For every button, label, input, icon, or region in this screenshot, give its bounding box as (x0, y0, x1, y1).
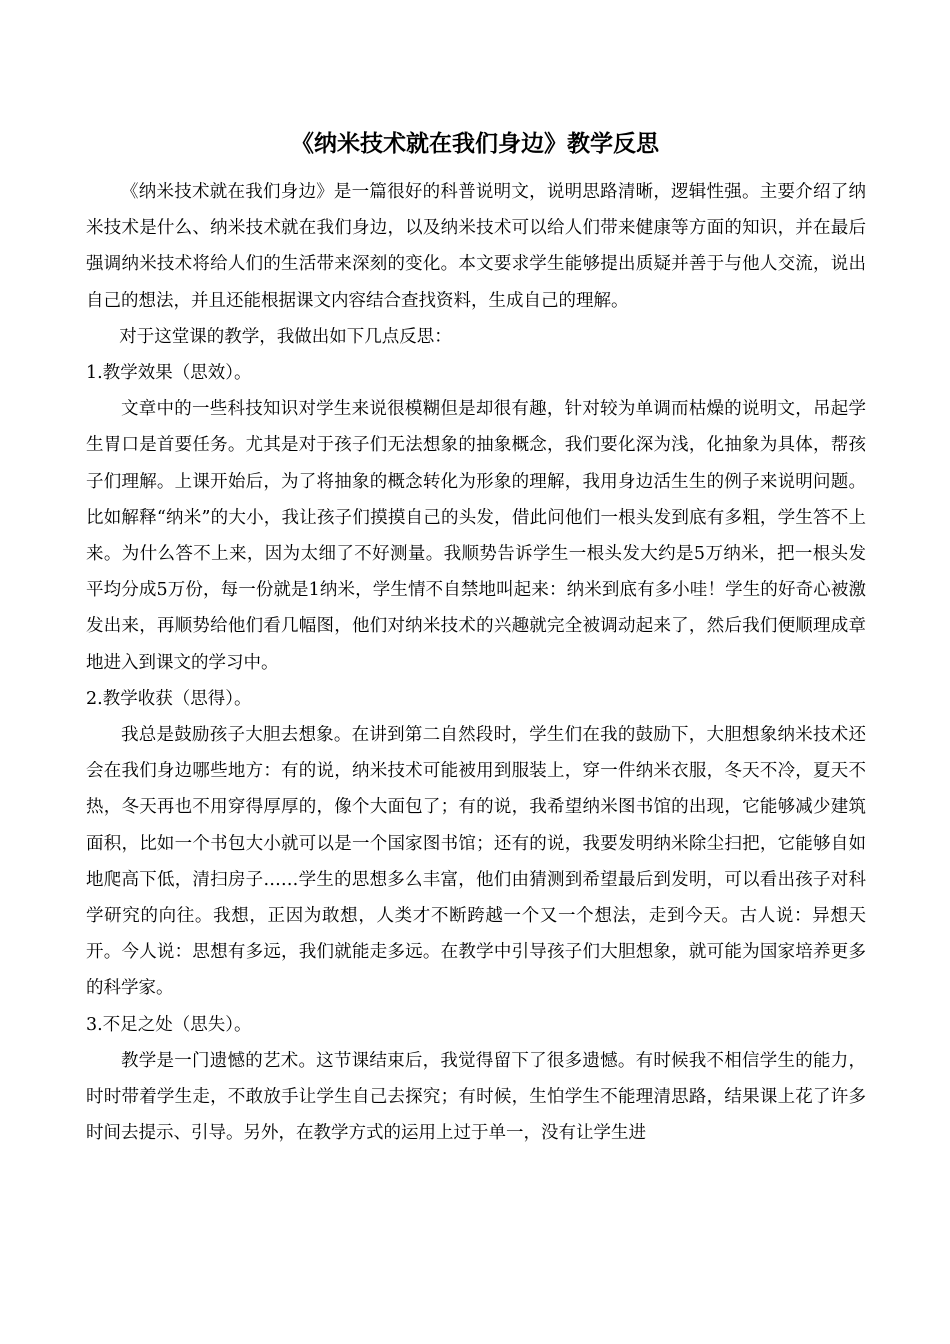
document-title: 《纳米技术就在我们身边》教学反思 (291, 131, 659, 157)
section-paragraph-2: 我总是鼓励孩子大胆去想象。在讲到第二自然段时，学生们在我的鼓励下，大胆想象纳米技术还会在我们身边哪些地方：有的说，纳米技术可能被用到服装上，穿一件纳米衣服，冬天不冷，夏天不热，冬天再也不用穿得厚厚的，像个大面包了；有的说，我希望纳米图书馆的出现，它能够减少建筑面积，比如一个书包大小就可以是一个国家图书馆；还有的说，我要发明纳米除尘扫把，它能够自如地爬高下低，清扫房子……学生的思想多么丰富，他们由猜测到希望最后到发明，可以看出孩子对科学研究的向往。我想，正因为敢想，人类才不断跨越一个又一个想法，走到今天。古人说：异想天开。今人说：思想有多远，我们就能走多远。在教学中引导孩子们大胆想象，就可能为国家培养更多的科学家。 (86, 725, 866, 999)
section-heading-3: 3.不足之处（思失）。 (86, 1014, 252, 1035)
section-paragraph-3: 教学是一门遗憾的艺术。这节课结束后，我觉得留下了很多遗憾。有时候我不相信学生的能力，时时带着学生走，不敢放手让学生自己去探究；有时候，生怕学生不能理清思路，结果课上花了许多时间去提示、引导。另外，在教学方式的运用上过于单一，没有让学生进 (86, 1050, 866, 1144)
section-heading-2: 2.教学收获（思得）。 (86, 688, 252, 709)
lead-paragraph: 对于这堂课的教学，我做出如下几点反思： (119, 326, 452, 347)
section-heading-1: 1.教学效果（思效）。 (86, 363, 252, 384)
intro-paragraph: 《纳米技术就在我们身边》是一篇很好的科普说明文，说明思路清晰，逻辑性强。主要介绍了纳米技术是什么、纳米技术就在我们身边，以及纳米技术可以给人们带来健康等方面的知识，并在最后强调纳米技术将给人们的生活带来深刻的变化。本文要求学生能够提出质疑并善于与他人交流，说出自己的想法，并且还能根据课文内容结合查找资料，生成自己的理解。 (86, 182, 866, 311)
section-paragraph-1: 文章中的一些科技知识对学生来说很模糊但是却很有趣，针对较为单调而枯燥的说明文，吊起学生胃口是首要任务。尤其是对于孩子们无法想象的抽象概念，我们要化深为浅，化抽象为具体，帮孩子们理解。上课开始后，为了将抽象的概念转化为形象的理解，我用身边活生生的例子来说明问题。比如解释“纳米”的大小，我让孩子们摸摸自己的头发，借此问他们一根头发到底有多粗，学生答不上来。为什么答不上来，因为太细了不好测量。我顺势告诉学生一根头发大约是5万纳米，把一根头发平均分成5万份，每一份就是1纳米，学生情不自禁地叫起来：纳米到底有多小哇！学生的好奇心被激发出来，再顺势给他们看几幅图，他们对纳米技术的兴趣就完全被调动起来了，然后我们便顺理成章地进入到课文的学习中。 (86, 399, 866, 673)
document-body (86, 174, 866, 1151)
